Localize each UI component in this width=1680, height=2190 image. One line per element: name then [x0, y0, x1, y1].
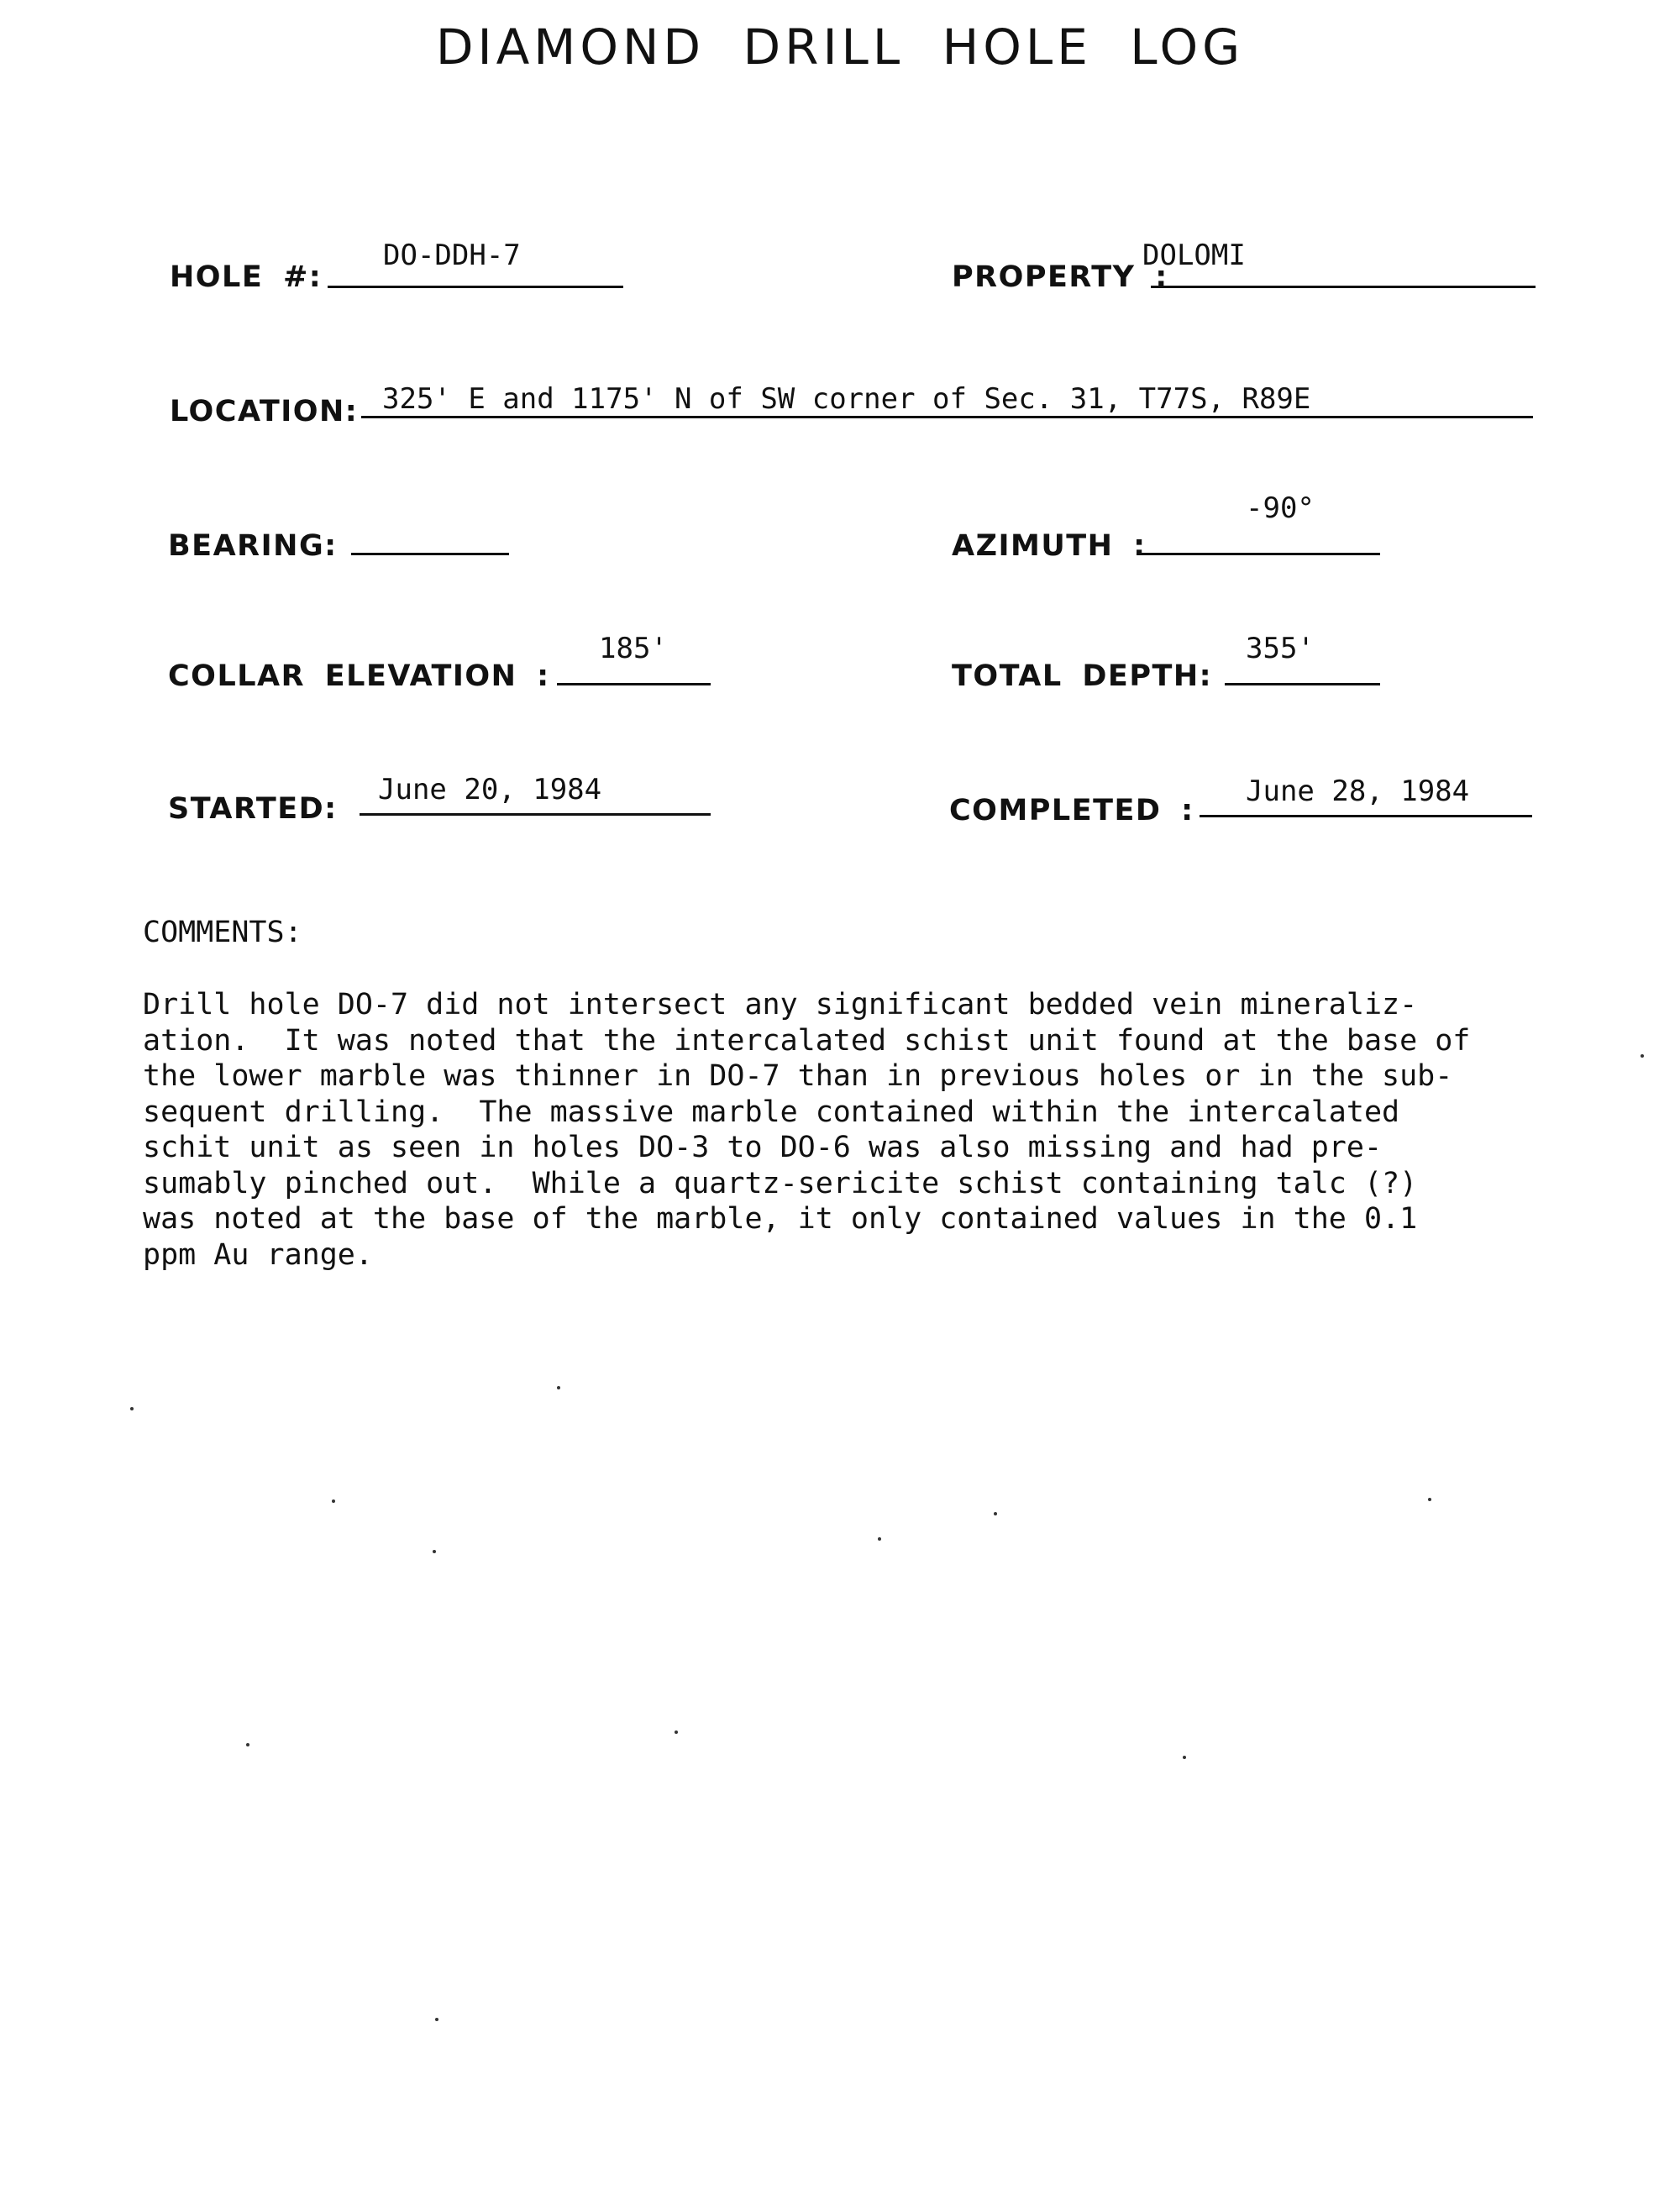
scan-speck: [130, 1407, 134, 1410]
azimuth-value: -90°: [1246, 491, 1315, 525]
comment-line: schit unit as seen in holes DO-3 to DO-6 was also missing and had pre-: [143, 1131, 1383, 1164]
scan-speck: [1183, 1756, 1186, 1759]
property-value: DOLOMI: [1142, 239, 1246, 272]
started-value: June 20, 1984: [378, 773, 602, 806]
collar-elevation-underline: [557, 683, 711, 685]
page-title: DIAMOND DRILL HOLE LOG: [435, 18, 1245, 76]
comment-line: was noted at the base of the marble, it only contained values in the 0.1: [143, 1202, 1418, 1236]
scan-speck: [246, 1743, 249, 1746]
property-label: PROPERTY :: [952, 260, 1168, 294]
comment-line: sumably pinched out. While a quartz-sericite schist containing talc (?): [143, 1166, 1418, 1200]
completed-value: June 28, 1984: [1246, 775, 1470, 808]
hole-label: HOLE #:: [170, 260, 323, 294]
collar-elevation-label: COLLAR ELEVATION :: [168, 659, 550, 693]
scan-speck: [1641, 1054, 1644, 1058]
location-value: 325' E and 1175' N of SW corner of Sec. 31, T77S, R89E: [382, 382, 1311, 416]
scan-speck: [675, 1730, 678, 1734]
started-underline: [360, 813, 711, 816]
comments-body: [143, 987, 1520, 1273]
azimuth-underline: [1137, 553, 1380, 555]
completed-label: COMPLETED :: [949, 794, 1194, 827]
scan-speck: [557, 1386, 560, 1389]
scan-speck: [332, 1499, 335, 1503]
total-depth-value: 355': [1246, 632, 1315, 665]
location-label: LOCATION:: [170, 395, 359, 428]
azimuth-label: AZIMUTH :: [952, 529, 1147, 563]
scan-speck: [435, 2018, 438, 2021]
scan-speck: [1428, 1498, 1431, 1501]
started-label: STARTED:: [168, 792, 338, 826]
scan-speck: [994, 1512, 997, 1515]
bearing-underline: [351, 553, 509, 555]
hole-value: DO-DDH-7: [383, 239, 521, 272]
comment-line: the lower marble was thinner in DO-7 than in previous holes or in the sub-: [143, 1059, 1453, 1093]
scan-speck: [878, 1537, 881, 1541]
scan-speck: [433, 1550, 436, 1553]
comment-line: ation. It was noted that the intercalated schist unit found at the base of: [143, 1023, 1471, 1058]
bearing-label: BEARING:: [168, 529, 338, 563]
completed-underline: [1200, 815, 1532, 817]
comments-heading: COMMENTS:: [143, 916, 302, 949]
comment-line: sequent drilling. The massive marble contained within the intercalated: [143, 1095, 1400, 1129]
comment-line: ppm Au range.: [143, 1237, 373, 1272]
total-depth-underline: [1225, 683, 1380, 685]
location-underline: [361, 416, 1533, 418]
comment-line: Drill hole DO-7 did not intersect any significant bedded vein mineraliz-: [143, 988, 1418, 1021]
property-underline: [1151, 286, 1536, 288]
collar-elevation-value: 185': [599, 632, 668, 665]
total-depth-label: TOTAL DEPTH:: [952, 659, 1213, 693]
hole-underline: [328, 286, 623, 288]
